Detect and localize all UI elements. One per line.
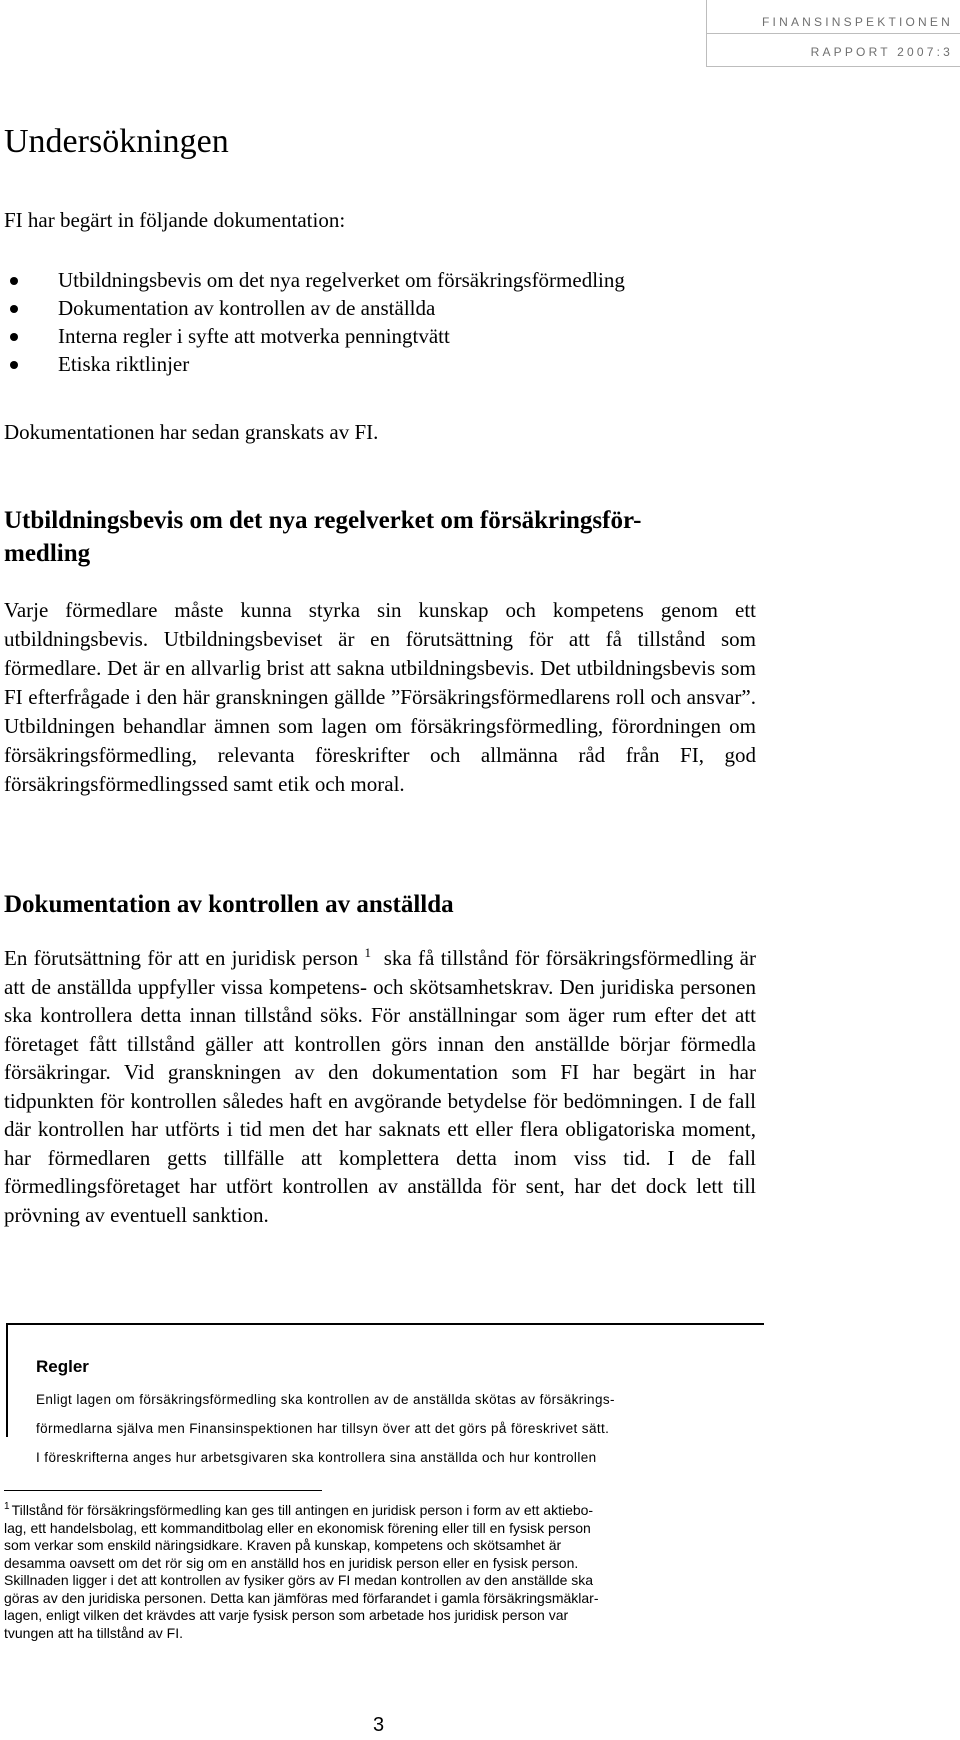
list-item: Dokumentation av kontrollen av de anställda bbox=[4, 294, 625, 322]
rules-text: Enligt lagen om försäkringsförmedling ska kontrollen av de anställda skötas av försäkrings- förmedlarna själva men Finansinspektionen har tillsyn över att det görs på föreskrivet sätt. I föreskrifterna anges hur arbetsgivaren ska kontrollera sina anställda och hur kontrollen bbox=[36, 1392, 615, 1465]
list-item: Interna regler i syfte att motverka penningtvätt bbox=[4, 322, 625, 350]
footnote-divider bbox=[4, 1490, 322, 1491]
section-body-employee-control: En förutsättning för att en juridisk person $^1$ ska få tillstånd för försäkringsförmedling är att de anställda uppfyller vissa kompetens- och skötsamhetskrav. Den juridiska personen ska kontrollera detta innan tillstånd söks. För anställningar som äger rum efter det att företaget fått tillstånd gäller att kontrollen görs innan den anställde börjar förmedla försäkringar. Vid granskningen av den dokumentation som FI har begärt in har tidpunkten för kontrollen således haft en avgörande betydelse för bedömningen. I de fall där kontrollen har utförts i tid men det har saknats ett eller flera obligatoriska moment, har förmedlaren getts tillfälle att komplettera detta inom viss tid. I de fall förmedlingsföretaget har utfört kontrollen av anställda för sent, har det dock lett till prövning av eventuell sanktion. bbox=[4, 945, 756, 1227]
list-item: Etiska riktlinjer bbox=[4, 350, 625, 378]
section-heading-education: Utbildningsbevis om det nya regelverket om försäkringsför- medling bbox=[4, 507, 642, 567]
header-organization: FINANSINSPEKTIONEN bbox=[762, 15, 953, 29]
bullet-icon bbox=[10, 333, 18, 341]
header-report-number: RAPPORT 2007:3 bbox=[810, 45, 953, 59]
reviewed-text: Dokumentationen har sedan granskats av FI. bbox=[4, 420, 379, 444]
footnote: $^1$ Tillstånd för försäkringsförmedling kan ges till antingen en juridisk person i form av ett aktiebo- lag, ett handelsbolag, ett kommanditbolag eller en ekonomisk förening eller till en fysisk person som verkar som enskild näringsidkare. Kraven på kunskap, kompetens och skötsamhet är desamma oavsett om det rör sig om en anställd hos en juridisk person eller en fysisk person. Skillnaden ligger i det att kontrollen av fysiker görs av FI medan kontrollen av den anställde ska göras av den juridiska personen. Detta kan jämföras med förfarandet i gamla försäkringsmäklar- lagen, enligt vilken det krävdes att varje fysisk person som arbetade hos juridisk person var tvungen att ha tillstånd av FI. bbox=[4, 1501, 599, 1641]
bullet-icon bbox=[10, 305, 18, 313]
bullet-icon bbox=[10, 361, 18, 369]
bullet-icon bbox=[10, 277, 18, 285]
section-heading-employee-control: Dokumentation av kontrollen av anställda bbox=[4, 891, 454, 918]
page-number: 3 bbox=[373, 1714, 385, 1736]
documentation-list bbox=[4, 266, 625, 378]
section-body-education: Varje förmedlare måste kunna styrka sin kunskap och kompetens genom ett utbildningsbevis. Utbildningsbeviset är en förutsättning för att få tillstånd som förmedlare. Det är en allvarlig brist att sakna utbildningsbevis. Det utbildningsbevis som FI efterfrågade i den här granskningen gällde ”Försäkringsförmedlarens roll och ansvar”. Utbildningen behandlar ämnen som lagen om försäkringsförmedling, förordningen om försäkringsförmedling, relevanta föreskrifter och allmänna råd från FI, god försäkringsförmedlingssed samt etik och moral. bbox=[4, 598, 756, 796]
header-divider bbox=[707, 33, 960, 34]
footnote-reference: 1 bbox=[364, 945, 372, 960]
list-item: Utbildningsbevis om det nya regelverket om försäkringsförmedling bbox=[4, 266, 625, 294]
rules-title: Regler bbox=[36, 1357, 89, 1376]
report-header bbox=[706, 0, 960, 67]
rules-box bbox=[6, 1323, 764, 1465]
page-title: Undersökningen bbox=[4, 123, 229, 160]
intro-text: FI har begärt in följande dokumentation: bbox=[4, 208, 346, 232]
footnote-mark: 1 bbox=[4, 1501, 10, 1513]
